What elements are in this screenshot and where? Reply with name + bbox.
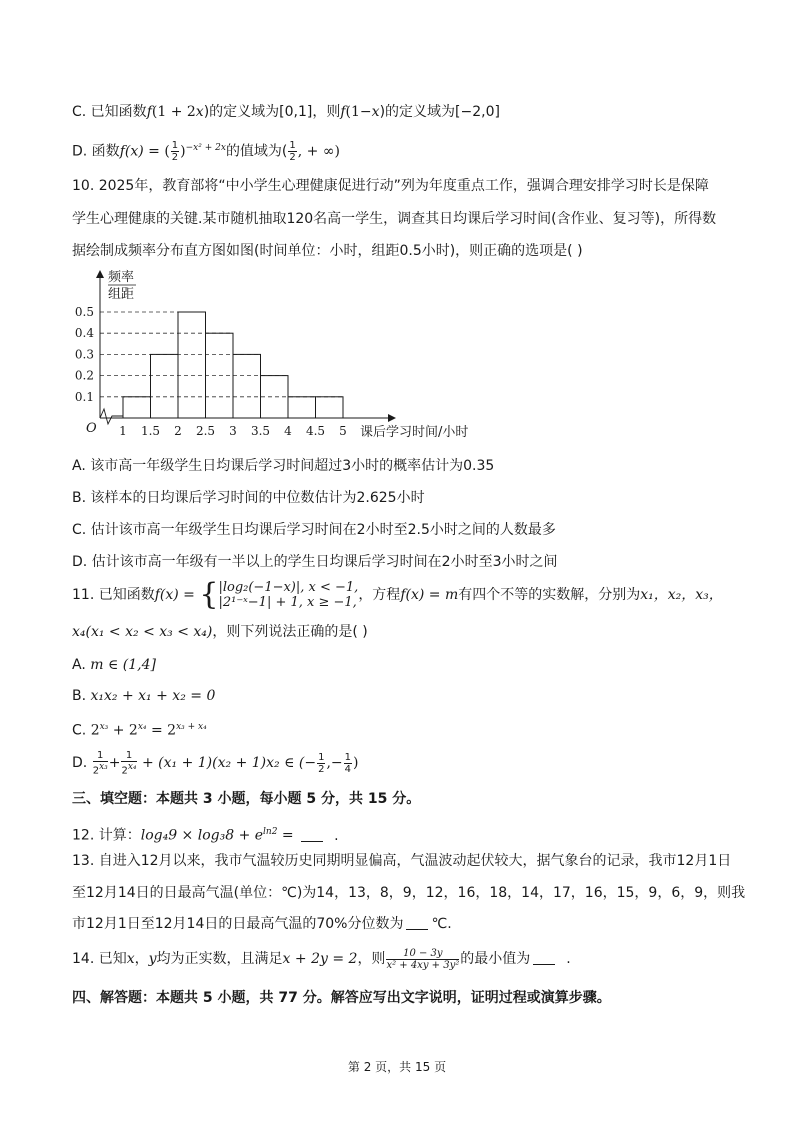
y-axis-arrow	[96, 270, 104, 278]
y-tick-label: 0.2	[74, 368, 94, 383]
page-footer: 第 2 页，共 15 页	[347, 1060, 447, 1074]
x-tick-label: 5	[339, 424, 347, 438]
q11-option-a: A. m ∈ (1,4]	[72, 657, 156, 673]
q10-option-b: B. 该样本的日均课后学习时间的中位数估计为2.625小时	[72, 490, 425, 506]
q14-answer-blank[interactable]	[533, 950, 555, 965]
x-tick-label: 4.5	[305, 424, 326, 438]
x-tick-label: 2.5	[195, 424, 216, 438]
y-tick-label: 0.3	[74, 347, 94, 362]
q11-option-d: D. $\frac{1}{2^{x_3}}$ + $\frac{1}{2^{x_4}}$ + (x₁ + 1)(x₂ + 1)x₂ ∈ (− $\frac{1}{2}$ ,− $\frac{1}{4}$ )	[72, 750, 359, 777]
y-tick-label: 0.5	[74, 305, 94, 319]
y-axis-label-top: 频率	[108, 270, 135, 285]
x-tick-label: 1.5	[140, 424, 161, 438]
q11-stem-line1: 11. 已知函数f(x) = { |log₂(−1−x)|, x < −1, |2¹⁻ˣ−1| + 1, x ≥ −1, ，方程f(x) = m有四个不等的实数解，分别为x₁，x₂，x₃，	[72, 577, 723, 612]
q10-stem-line3: 据绘制成频率分布直方图如图(时间单位：小时，组距0.5小时)，则正确的选项是( )	[72, 243, 583, 259]
q13-answer-blank[interactable]	[406, 915, 428, 930]
y-tick-label: 0.1	[74, 389, 94, 404]
q10-stem-line1: 10. 2025年，教育部将“中小学生心理健康促进行动”列为年度重点工作，强调合理安排学习时长是保障	[72, 178, 709, 194]
q13-line3: 市12月1日至12月14日的日最高气温的70%分位数为 ℃.	[72, 916, 452, 932]
q9-option-d: D. 函数f(x) = ( $\frac{1}{2}$ )$^{-x^2 + 2x}$的值域为( $\frac{1}{2}$ , + ∞)	[72, 140, 340, 164]
x-axis-arrow	[388, 414, 396, 422]
q13-line2: 至12月14日的日最高气温(单位：℃)为14，13，8，9，12，16，18，14，17，16，15，9，6，9，则我	[72, 885, 746, 901]
q10-option-c: C. 估计该市高一年级学生日均课后学习时间在2小时至2.5小时之间的人数最多	[72, 522, 556, 538]
q12: 12. 计算：$\log_49 \times \log_38 + e^{ln2}$ = .	[72, 827, 339, 844]
histogram-bar	[123, 397, 151, 418]
histogram-bar	[233, 354, 261, 418]
histogram-bar	[288, 397, 316, 418]
y-axis-label-bottom: 组距	[108, 287, 135, 302]
x-tick-label: 1	[119, 424, 127, 438]
origin-label: O	[86, 421, 97, 436]
q10-option-a: A. 该市高一年级学生日均课后学习时间超过3小时的概率估计为0.35	[72, 458, 495, 474]
q11-stem-line2: x₄(x₁ < x₂ < x₃ < x₄)，则下列说法正确的是( )	[72, 624, 368, 640]
x-tick-label: 3.5	[250, 424, 271, 438]
q13-line1: 13. 自进入12月以来，我市气温较历史同期明显偏高，气温波动起伏较大，据气象台的记录，我市12月1日	[72, 853, 732, 869]
q12-answer-blank[interactable]	[301, 827, 323, 842]
q10-stem-line2: 学生心理健康的关键.某市随机抽取120名高一学生，调查其日均课后学习时间(含作业、复习等)，所得数	[72, 211, 717, 227]
axis-break	[100, 409, 123, 424]
x-tick-label: 2	[174, 424, 182, 438]
y-tick-label: 0.4	[74, 326, 94, 341]
histogram-bar	[178, 312, 206, 418]
section-3-heading: 三、填空题：本题共 3 小题，每小题 5 分，共 15 分。	[72, 791, 421, 807]
q11-option-b: B. x₁x₂ + x₁ + x₂ = 0	[72, 688, 216, 704]
histogram-bar	[151, 354, 179, 418]
x-tick-label: 3	[229, 424, 237, 438]
q9-option-c: C. 已知函数f(1 + 2x)的定义域为[0,1]，则f(1−x)的定义域为[−2,0]	[72, 104, 500, 120]
q10-option-d: D. 估计该市高一年级有一半以上的学生日均课后学习时间在2小时至3小时之间	[72, 554, 558, 570]
x-tick-label: 4	[284, 424, 292, 438]
q14: 14. 已知x，y均为正实数，且满足x + 2y = 2，则 $\frac{10 - 3y}{\text{x² + 4xy + 3y²}}$ 的最小值为 .	[72, 947, 571, 971]
q11-option-c: C. $2^{x_3} + 2^{x_4} = 2^{x_3 + x_4}$	[72, 722, 207, 739]
histogram-bar	[316, 397, 344, 418]
x-axis-label: 课后学习时间/小时	[360, 425, 469, 440]
frequency-histogram	[70, 266, 500, 446]
section-4-heading: 四、解答题：本题共 5 小题，共 77 分。解答应写出文字说明，证明过程或演算步骤。	[72, 990, 611, 1006]
